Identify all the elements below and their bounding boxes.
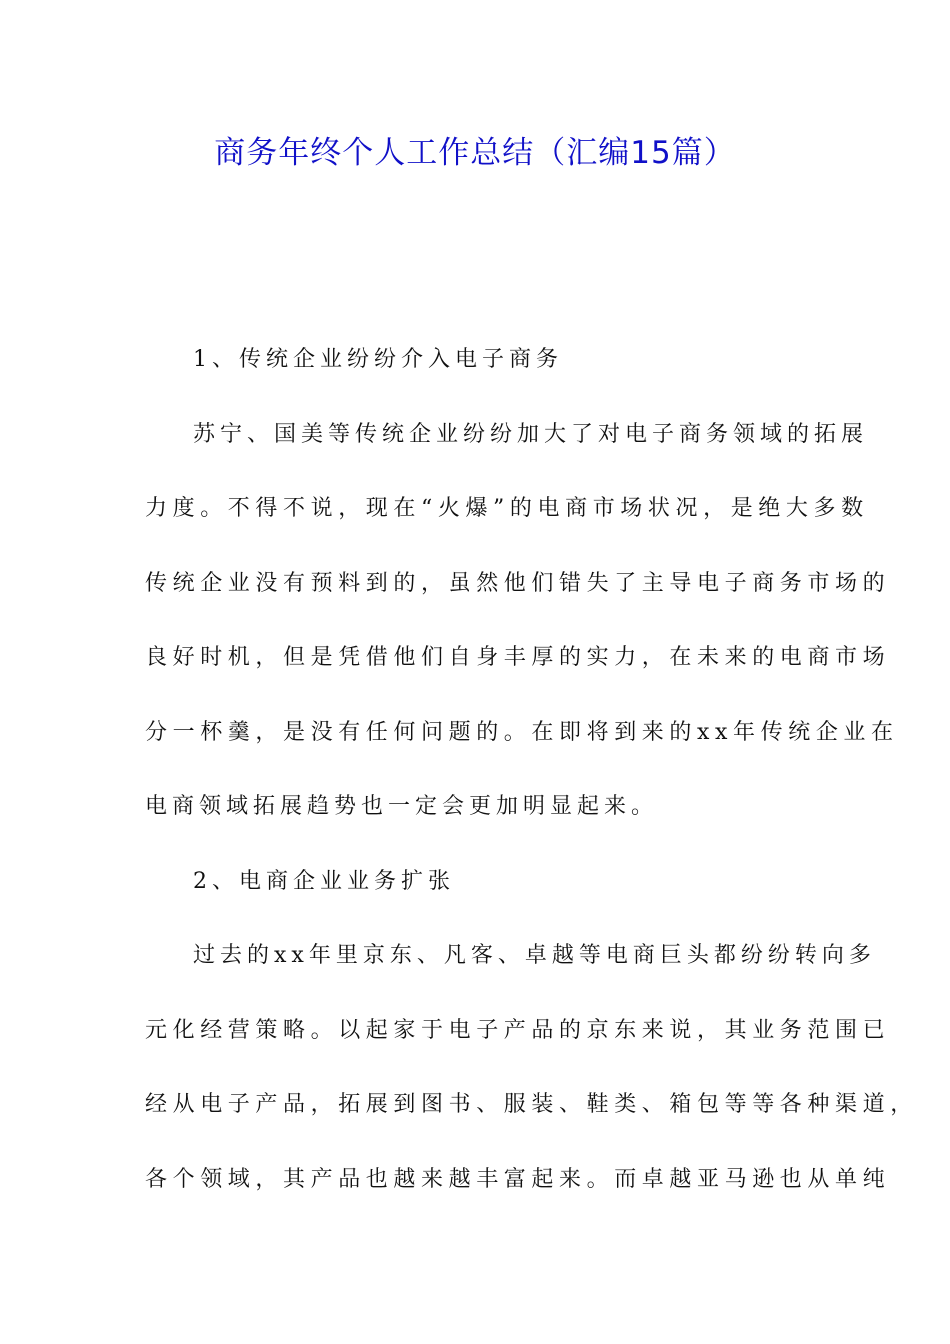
paragraph-line: 过去的xx年里京东、凡客、卓越等电商巨头都纷纷转向多 xyxy=(193,943,876,968)
paragraph-line: 各个领域，其产品也越来越丰富起来。而卓越亚马逊也从单纯 xyxy=(145,1167,891,1192)
paragraph-line: 元化经营策略。以起家于电子产品的京东来说，其业务范围已 xyxy=(145,1018,891,1043)
paragraph-line: 力度。不得不说，现在“火爆”的电商市场状况，是绝大多数 xyxy=(145,496,869,521)
paragraph-line: 经从电子产品，拓展到图书、服装、鞋类、箱包等等各种渠道， xyxy=(145,1092,918,1117)
paragraph-line: 传统企业没有预料到的，虽然他们错失了主导电子商务市场的 xyxy=(145,571,891,596)
paragraph-line: 电商领域拓展趋势也一定会更加明显起来。 xyxy=(145,794,659,819)
document-title: 商务年终个人工作总结（汇编15篇） xyxy=(214,135,736,171)
paragraph-line: 分一杯羹，是没有任何问题的。在即将到来的xx年传统企业在 xyxy=(145,720,899,745)
paragraph-line: 良好时机，但是凭借他们自身丰厚的实力，在未来的电商市场 xyxy=(145,645,891,670)
paragraph-line: 苏宁、国美等传统企业纷纷加大了对电子商务领域的拓展 xyxy=(193,422,869,447)
section-heading-1: 1、传统企业纷纷介入电子商务 xyxy=(193,347,563,372)
section-heading-2: 2、电商企业业务扩张 xyxy=(193,869,455,894)
